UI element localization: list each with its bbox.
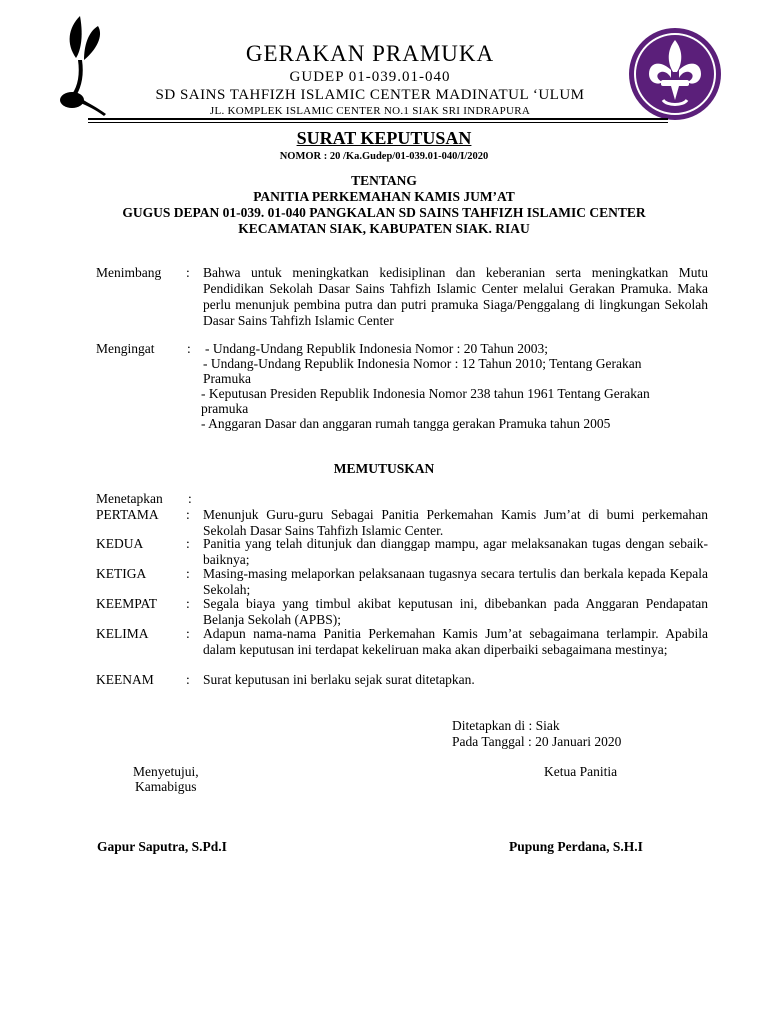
- decision-label: KETIGA: [96, 566, 147, 581]
- letterhead: [120, 40, 620, 118]
- subject-line-2: GUGUS DEPAN 01-039. 01-040 PANGKALAN SD SAINS TAHFIZH ISLAMIC CENTER: [122, 205, 646, 220]
- ketua-panitia-label: Ketua Panitia: [544, 764, 618, 779]
- mengingat-item: - Anggaran Dasar dan anggaran rumah tangga gerakan Pramuka tahun 2005: [201, 416, 611, 431]
- decision-label: PERTAMA: [96, 507, 159, 522]
- document-number: NOMOR : 20 /Ka.Gudep/01-039.01-040/I/2020: [279, 151, 489, 162]
- kamabigus-label: Kamabigus: [135, 779, 197, 794]
- tunas-kelapa-logo-icon: [58, 14, 108, 116]
- letterhead-org: GERAKAN PRAMUKA: [245, 41, 495, 66]
- mengingat-item: - Undang-Undang Republik Indonesia Nomor : 12 Tahun 2010; Tentang Gerakan: [203, 356, 642, 371]
- mengingat-item: pramuka: [201, 401, 249, 416]
- decision-label: KELIMA: [96, 626, 149, 641]
- decision-text: Panitia yang telah ditunjuk dan dianggap mampu, agar melaksanakan tugas dengan sebaik-baiknya;: [203, 536, 708, 567]
- subject-line-3: KECAMATAN SIAK, KABUPATEN SIAK. RIAU: [238, 221, 530, 236]
- mengingat-item: - Keputusan Presiden Republik Indonesia Nomor 238 tahun 1961 Tentang Gerakan: [201, 386, 650, 401]
- mengingat-label: Mengingat: [96, 341, 155, 356]
- decision-item-pertama: PERTAMA : Menunjuk Guru-guru Sebagai Panitia Perkemahan Kamis Jum’at di bumi perkemahan Sekolah Dasar Sains Tahfizh Islamic Center.: [96, 507, 708, 538]
- memutuskan-heading: MEMUTUSKAN: [333, 461, 435, 476]
- menyetujui-label: Menyetujui,: [133, 764, 199, 779]
- subject-line-1: PANITIA PERKEMAHAN KAMIS JUM’AT: [253, 189, 515, 204]
- decision-item-ketiga: KETIGA : Masing-masing melaporkan pelaksanaan tugasnya secara tertulis dan berkala kepada Kepala Sekolah;: [96, 566, 708, 597]
- decision-text: Menunjuk Guru-guru Sebagai Panitia Perkemahan Kamis Jum’at di bumi perkemahan Sekolah Dasar Sains Tahfizh Islamic Center.: [203, 507, 708, 538]
- letterhead-school: SD SAINS TAHFIZH ISLAMIC CENTER MADINATUL ‘ULUM: [155, 87, 585, 103]
- menimbang-text: Bahwa untuk meningkatkan kedisiplinan dan keberanian serta meningkatkan Mutu Pendidikan Sekolah Dasar Sains Tahfizh Islamic Center melalui Gerakan Pramuka. Maka perlu menunjuk pembina putra dan putri pramuka Siaga/Penggalang di lingkungan Sekolah Dasar Sains Tahfizh Islamic Center: [203, 265, 708, 328]
- signatory-right-name: Pupung Perdana, S.H.I: [509, 839, 643, 854]
- decision-label: KEDUA: [96, 536, 144, 551]
- letterhead-rule-thick: [88, 118, 668, 120]
- ditetapkan-di: Ditetapkan di : Siak: [452, 718, 560, 733]
- document-title: SURAT KEPUTUSAN: [296, 128, 472, 148]
- menetapkan-label: Menetapkan: [96, 491, 163, 506]
- decision-item-keenam: KEENAM : Surat keputusan ini berlaku sejak surat ditetapkan.: [96, 672, 708, 688]
- decision-text: Surat keputusan ini berlaku sejak surat ditetapkan.: [203, 672, 475, 687]
- decision-item-kedua: KEDUA : Panitia yang telah ditunjuk dan dianggap mampu, agar melaksanakan tugas dengan sebaik-baiknya;: [96, 536, 708, 567]
- menimbang-section: Menimbang : Bahwa untuk meningkatkan kedisiplinan dan keberanian serta meningkatkan Mutu Pendidikan Sekolah Dasar Sains Tahfizh Islamic Center melalui Gerakan Pramuka. Maka perlu menunjuk pembina putra dan putri pramuka Siaga/Penggalang di lingkungan Sekolah Dasar Sains Tahfizh Islamic Center: [96, 265, 708, 328]
- mengingat-label-row: Mengingat :: [96, 341, 191, 356]
- signatory-left-name: Gapur Saputra, S.Pd.I: [97, 839, 227, 854]
- decision-label: KEENAM: [96, 672, 154, 687]
- menimbang-label: Menimbang: [96, 265, 162, 280]
- letterhead-gudep: GUDEP 01-039.01-040: [289, 69, 451, 85]
- letterhead-rule-thin: [88, 122, 668, 123]
- mengingat-item: - Undang-Undang Republik Indonesia Nomor : 20 Tahun 2003;: [205, 341, 549, 356]
- letterhead-address: JL. KOMPLEK ISLAMIC CENTER NO.1 SIAK SRI INDRAPURA: [209, 105, 531, 117]
- decision-text: Segala biaya yang timbul akibat keputusan ini, dibebankan pada Anggaran Pendapatan Belanja Sekolah (APBS);: [203, 596, 708, 627]
- tanggal: Pada Tanggal : 20 Januari 2020: [452, 734, 622, 749]
- decision-item-keempat: KEEMPAT : Segala biaya yang timbul akibat keputusan ini, dibebankan pada Anggaran Pendapatan Belanja Sekolah (APBS);: [96, 596, 708, 627]
- scout-badge-icon: [627, 26, 723, 122]
- decision-label: KEEMPAT: [96, 596, 158, 611]
- decision-text: Adapun nama-nama Panitia Perkemahan Kamis Jum’at sebagaimana terlampir. Apabila dalam keputusan ini terdapat kekeliruan maka akan diperbaiki sebagaimana mestinya;: [203, 626, 708, 657]
- decision-item-kelima: KELIMA : Adapun nama-nama Panitia Perkemahan Kamis Jum’at sebagaimana terlampir. Apabila dalam keputusan ini terdapat kekeliruan maka akan diperbaiki sebagaimana mestinya;: [96, 626, 708, 657]
- menetapkan-row: Menetapkan :: [96, 491, 192, 506]
- decision-text: Masing-masing melaporkan pelaksanaan tugasnya secara tertulis dan berkala kepada Kepala Sekolah;: [203, 566, 708, 597]
- mengingat-item: Pramuka: [203, 371, 251, 386]
- tentang-heading: TENTANG: [351, 173, 417, 188]
